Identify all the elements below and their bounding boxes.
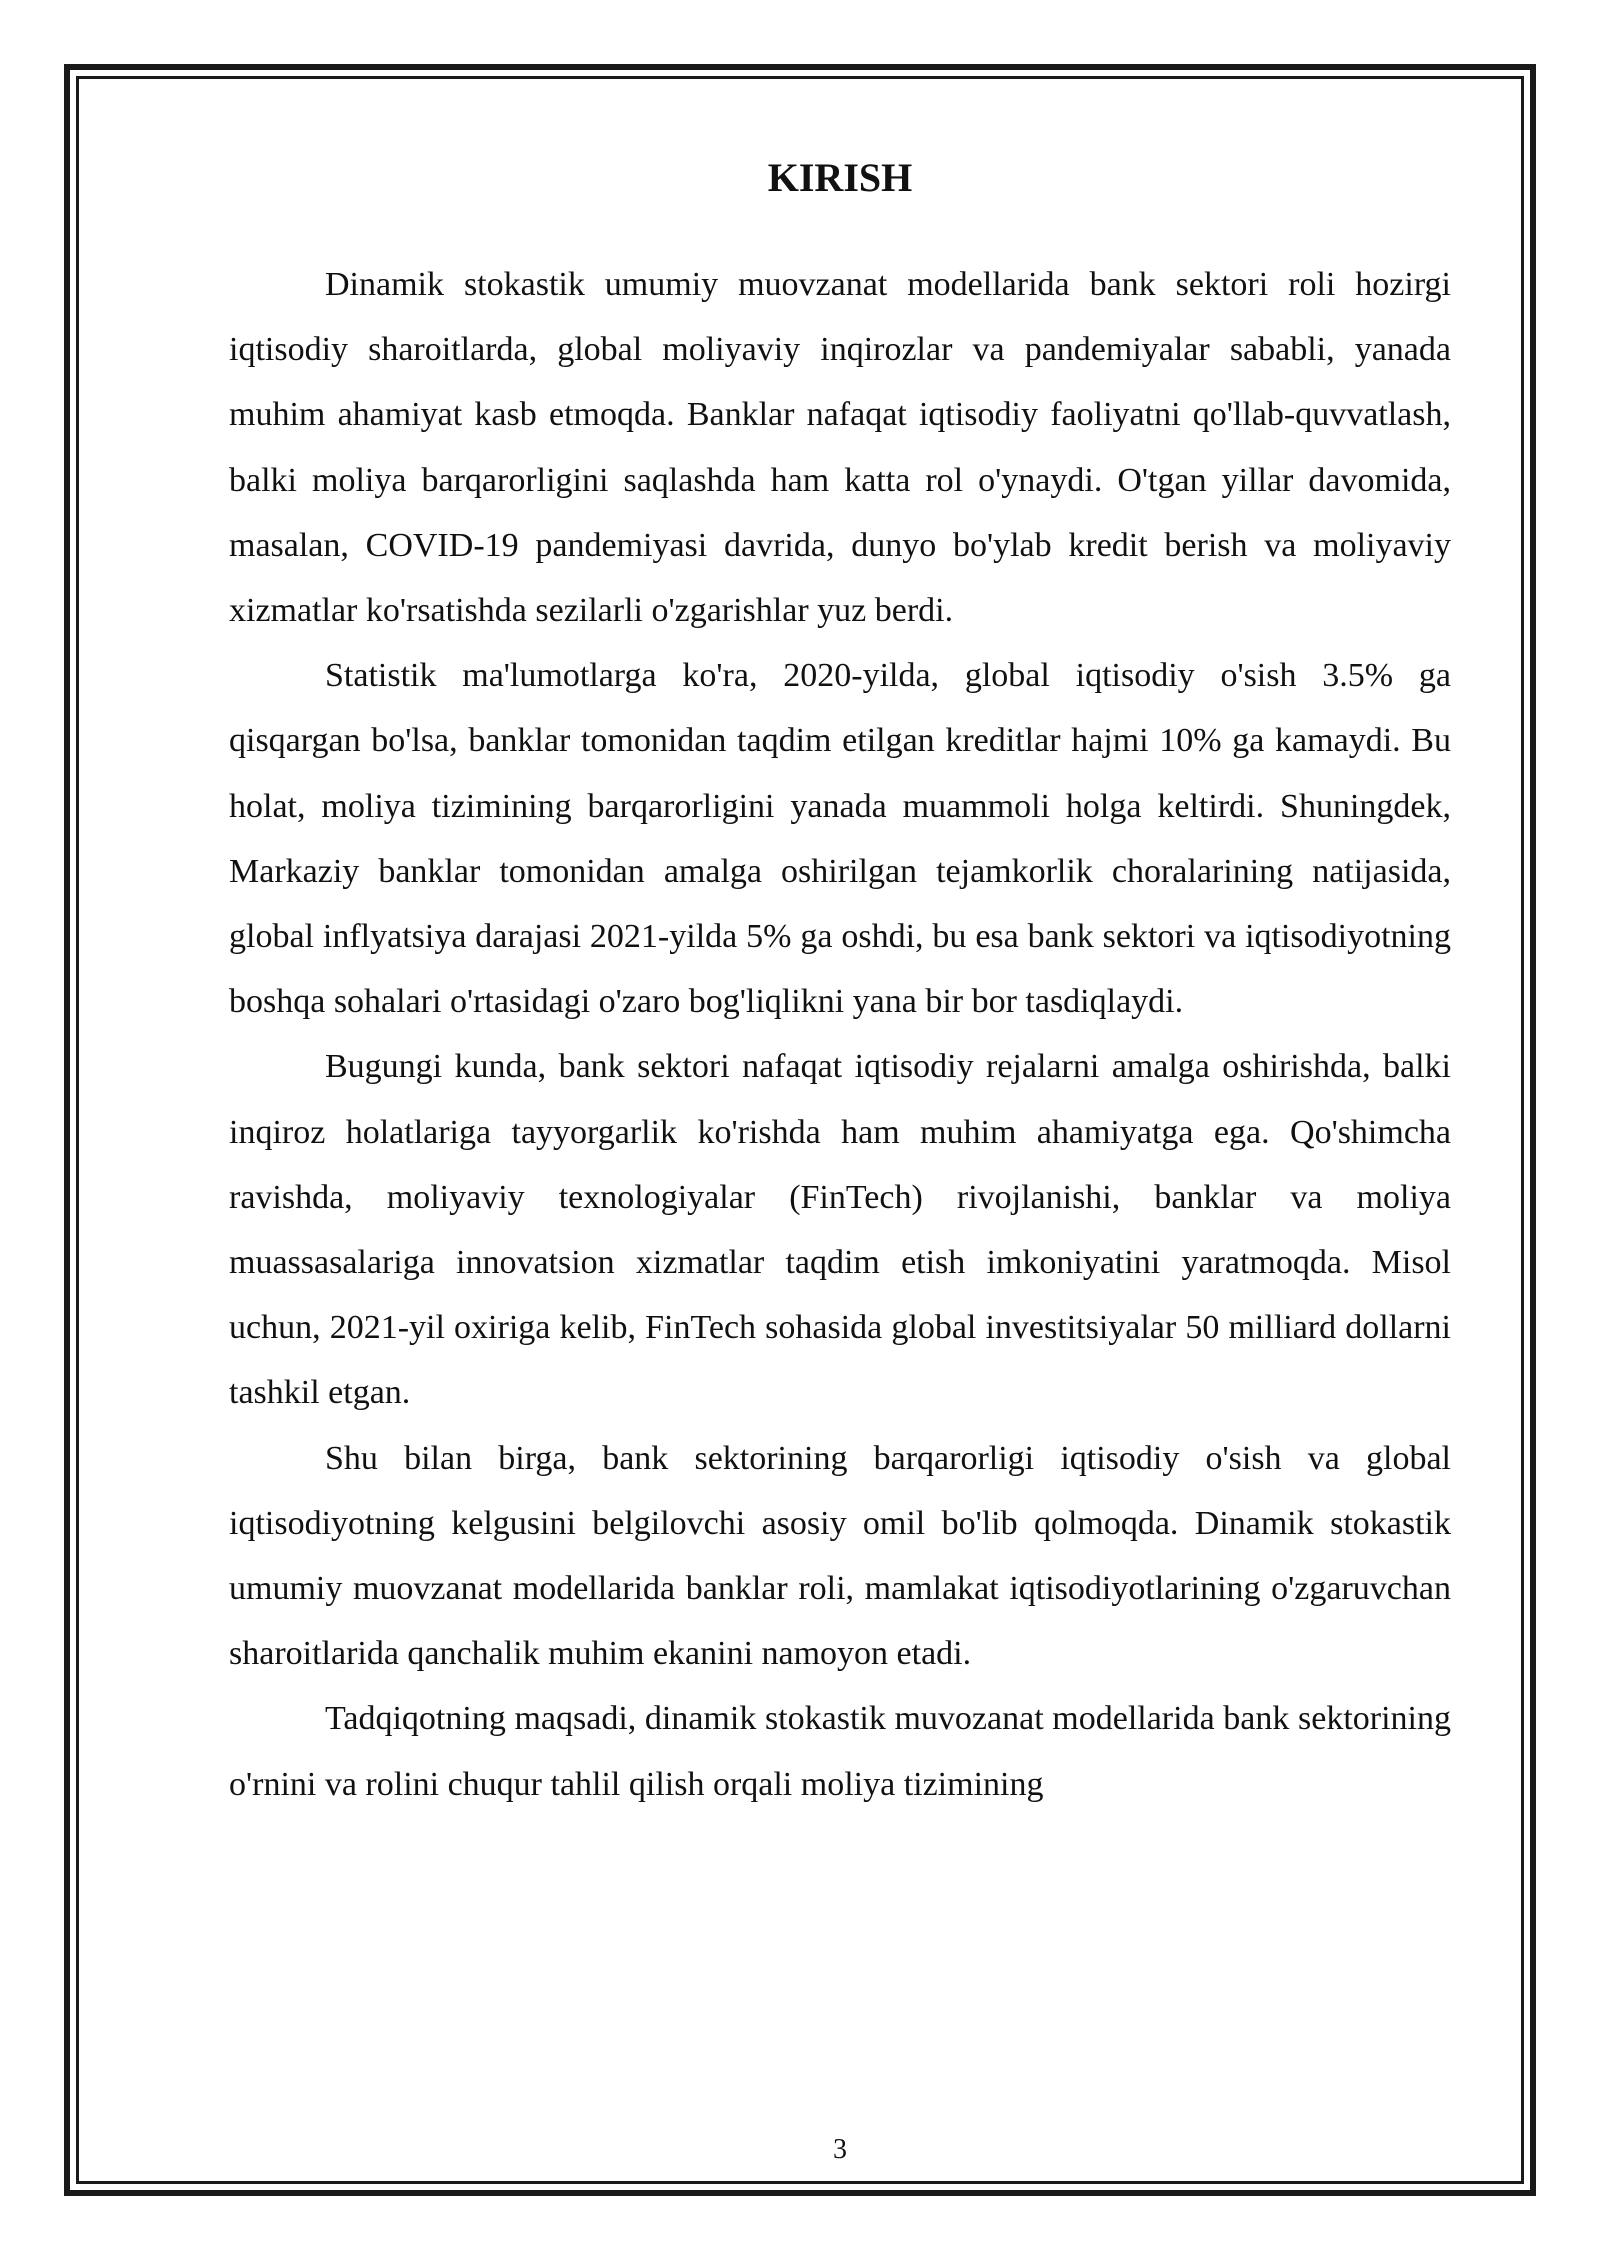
body-text — [229, 252, 1451, 1817]
heading-container — [0, 154, 1600, 202]
page-number: 3 — [833, 2134, 847, 2165]
paragraph: Tadqiqotning maqsadi, dinamik stokastik muvozanat modellarida bank sektorining o'rnini va rolini chuqur tahlil qilish orqali moliya tizimining — [229, 1700, 1451, 1803]
page-title: KIRISH — [767, 155, 913, 200]
paragraph: Statistik ma'lumotlarga ko'ra, 2020-yilda, global iqtisodiy o'sish 3.5% ga qisqargan bo'lsa, banklar tomonidan taqdim etilgan kreditlar hajmi 10% ga kamaydi. Bu holat, moliya tizimining barqarorligini yanada muammoli holga keltirdi. Shuningdek, Markaziy banklar tomonidan amalga oshirilgan tejamkorlik choralarining natijasida, global inflyatsiya darajasi 2021-yilda 5% ga oshdi, bu esa bank sektori va iqtisodiyotning boshqa sohalari o'rtasidagi o'zaro bog'liqlikni yana bir bor tasdiqlaydi. — [229, 657, 1451, 1021]
paragraph: Bugungi kunda, bank sektori nafaqat iqtisodiy rejalarni amalga oshirishda, balki inqiroz holatlariga tayyorgarlik ko'rishda ham muhim ahamiyatga ega. Qo'shimcha ravishda, moliyaviy texnologiyalar (FinTech) rivojlanishi, banklar va moliya muassasalariga innovatsion xizmatlar taqdim etish imkoniyatini yaratmoqda. Misol uchun, 2021-yil oxiriga kelib, FinTech sohasida global investitsiyalar 50 milliard dollarni tashkil etgan. — [229, 1048, 1451, 1412]
paragraph: Shu bilan birga, bank sektorining barqarorligi iqtisodiy o'sish va global iqtisodiyotning kelgusini belgilovchi asosiy omil bo'lib qolmoqda. Dinamik stokastik umumiy muovzanat modellarida banklar roli, mamlakat iqtisodiyotlarining o'zgaruvchan sharoitlarida qanchalik muhim ekanini namoyon etadi. — [229, 1439, 1451, 1673]
paragraph: Dinamik stokastik umumiy muovzanat modellarida bank sektori roli hozirgi iqtisodiy sharoitlarda, global moliyaviy inqirozlar va pandemiyalar sababli, yanada muhim ahamiyat kasb etmoqda. Banklar nafaqat iqtisodiy faoliyatni qo'llab-quvvatlash, balki moliya barqarorligini saqlashda ham katta rol o'ynaydi. O'tgan yillar davomida, masalan, COVID-19 pandemiyasi davrida, dunyo bo'ylab kredit berish va moliyaviy xizmatlar ko'rsatishda sezilarli o'zgarishlar yuz berdi. — [229, 266, 1451, 630]
